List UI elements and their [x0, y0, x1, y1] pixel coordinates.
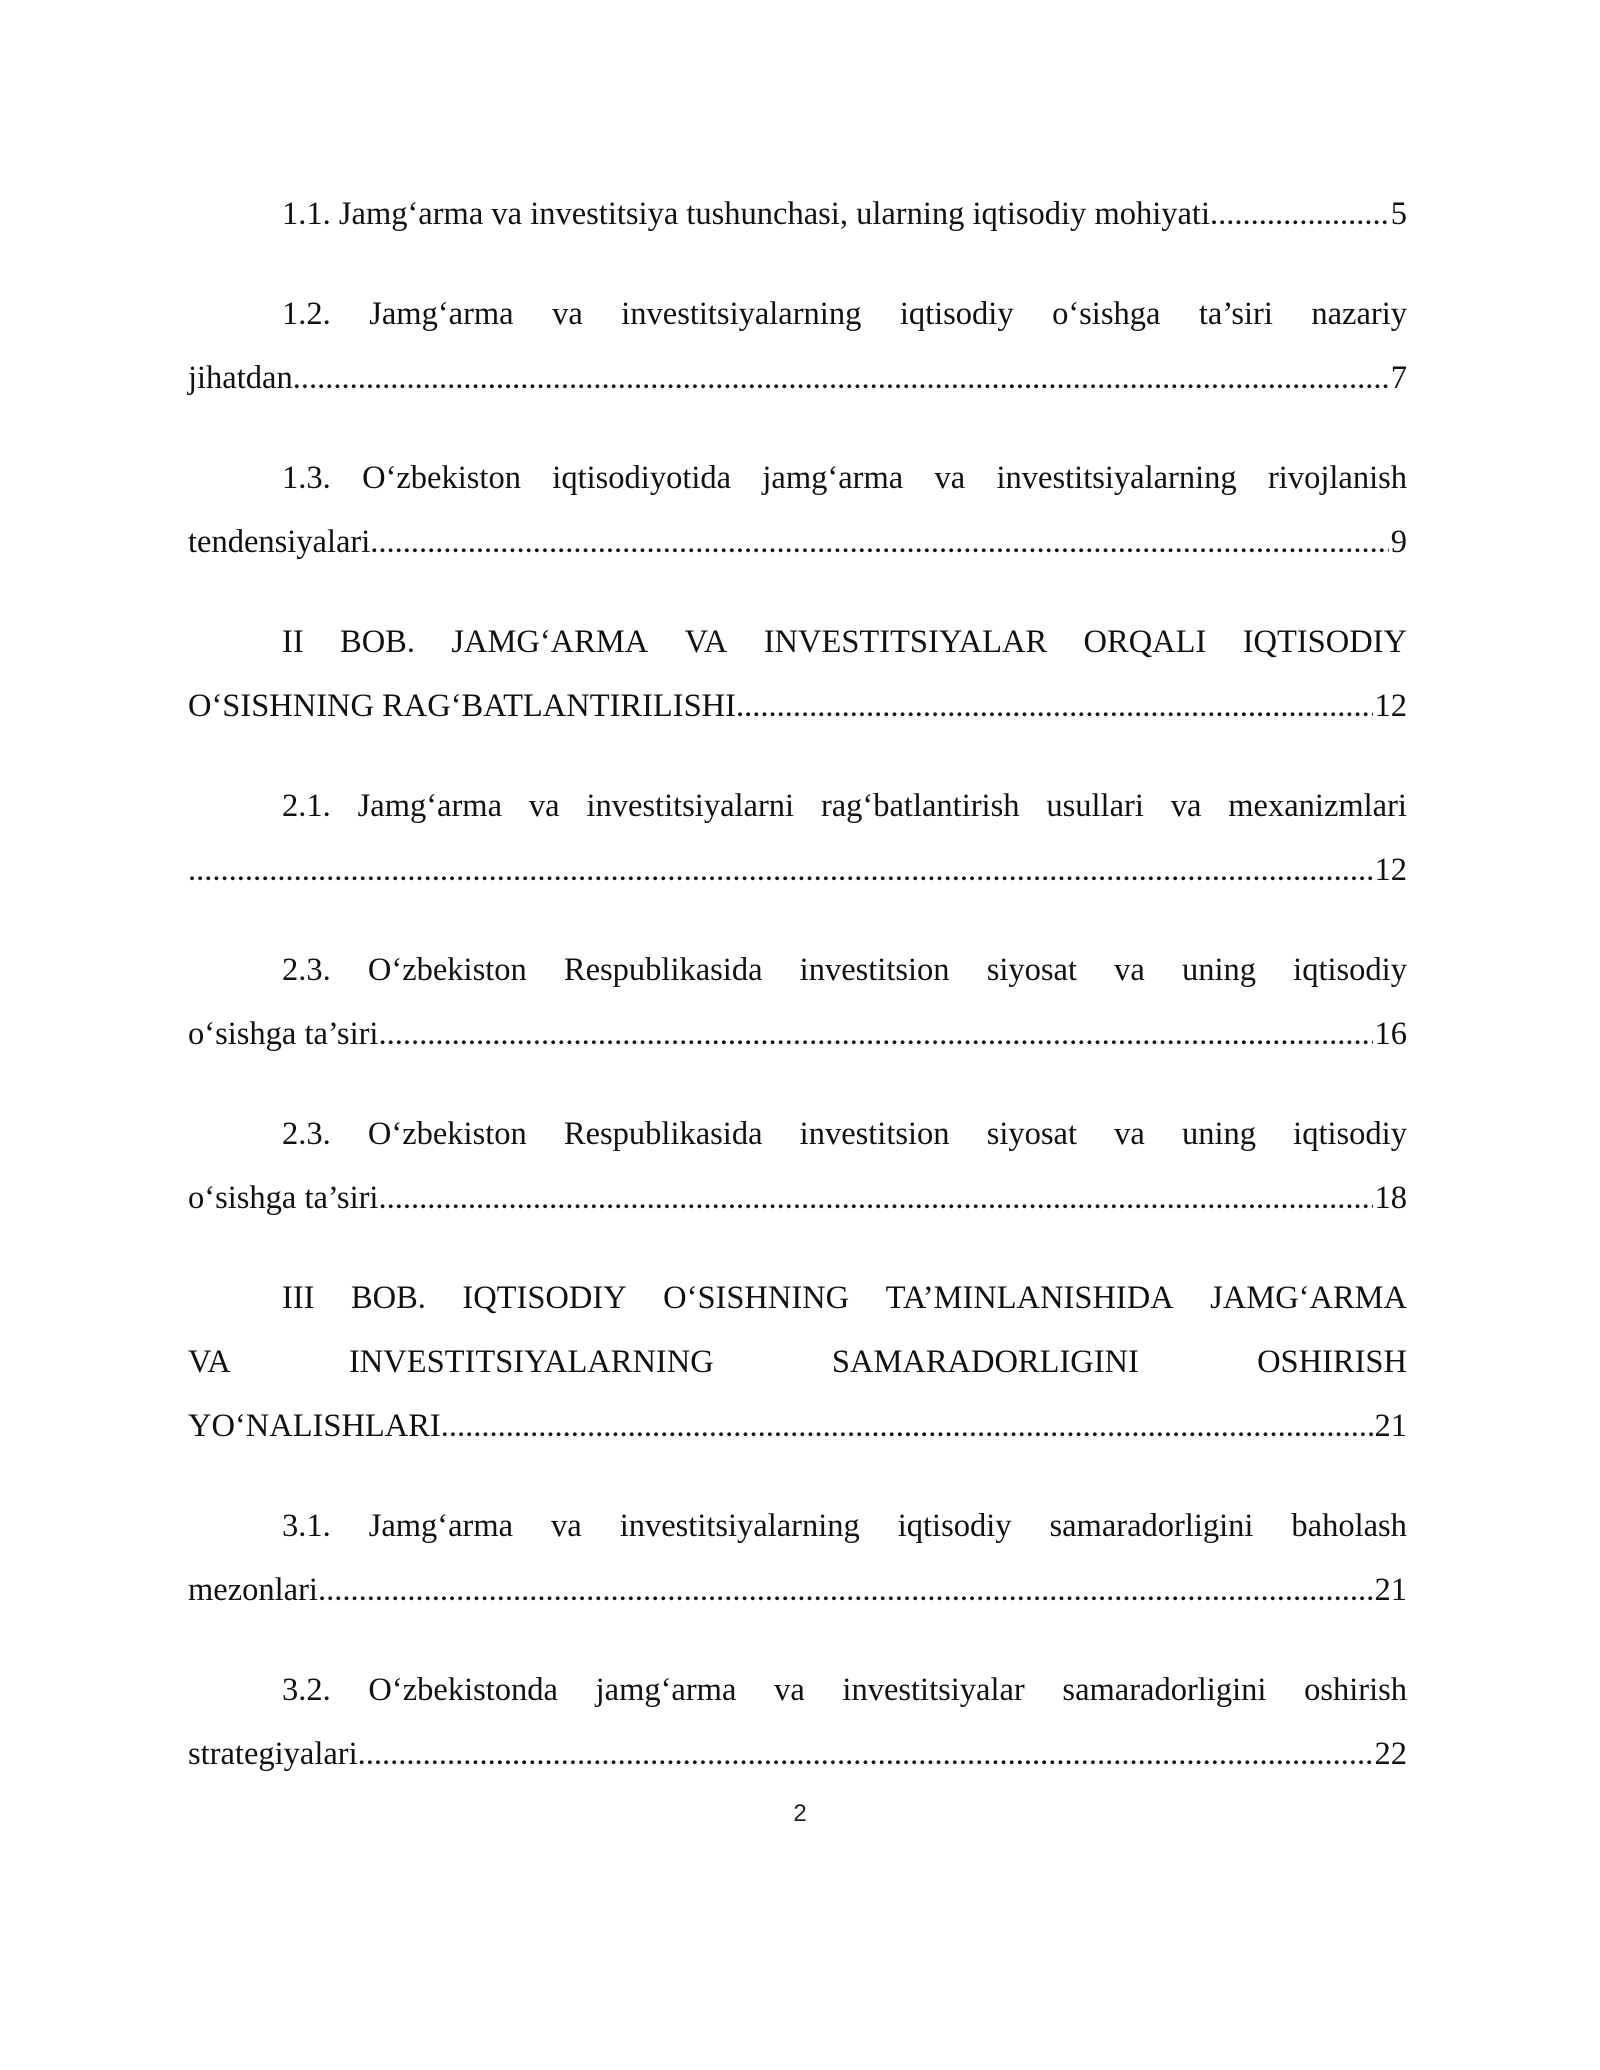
- toc-word: mexanizmlari: [1228, 788, 1407, 824]
- toc-word: JAMG‘ARMA: [1210, 1280, 1407, 1316]
- toc-chapter-2[interactable]: [188, 610, 1407, 738]
- toc-word: investitsiyalar: [842, 1672, 1025, 1708]
- toc-entry-title: tendensiyalari: [188, 524, 371, 560]
- toc-word: 1.2.: [282, 296, 331, 332]
- toc-line: [188, 1658, 1407, 1722]
- toc-entry-1-2[interactable]: [188, 282, 1407, 410]
- toc-word: Respublikasida: [563, 952, 763, 988]
- toc-line: [188, 774, 1407, 838]
- toc-word: iqtisodiy: [899, 296, 1014, 332]
- toc-word: Jamg‘arma: [357, 788, 503, 824]
- toc-word: siyosat: [986, 1116, 1077, 1152]
- toc-page-number: 21: [1374, 1408, 1407, 1444]
- toc-word: nazariy: [1311, 296, 1407, 332]
- toc-entry-title: 1.1. Jamg‘arma va investitsiya tushunchasi, ularning iqtisodiy mohiyati: [282, 196, 1210, 232]
- toc-line: [188, 1494, 1407, 1558]
- toc-word: O‘SISHNING: [663, 1280, 850, 1316]
- toc-dot-leader: [736, 674, 1373, 738]
- toc-line: [188, 510, 1407, 574]
- toc-word: jamg‘arma: [595, 1672, 737, 1708]
- toc-word: investitsion: [799, 952, 950, 988]
- toc-word: Jamg‘arma: [368, 1508, 514, 1544]
- toc-entry-title: jihatdan: [188, 360, 293, 396]
- toc-word: Jamg‘arma: [369, 296, 514, 332]
- toc-word: ORQALI: [1083, 624, 1207, 660]
- table-of-contents: [188, 182, 1407, 1822]
- toc-line: [188, 346, 1407, 410]
- toc-line: [188, 1266, 1407, 1330]
- toc-word: jamg‘arma: [762, 460, 904, 496]
- toc-word: VA: [684, 624, 728, 660]
- toc-entry-title: o‘sishga ta’siri: [188, 1180, 379, 1216]
- toc-word: 2.3.: [282, 952, 331, 988]
- toc-page-number: 9: [1390, 524, 1407, 560]
- toc-chapter-3[interactable]: [188, 1266, 1407, 1458]
- toc-word: VA: [188, 1344, 231, 1380]
- toc-word: III: [282, 1280, 315, 1316]
- toc-line: [188, 674, 1407, 738]
- toc-word: 3.1.: [282, 1508, 331, 1544]
- toc-page-number: 5: [1390, 196, 1407, 232]
- toc-word: 1.3.: [282, 460, 331, 496]
- toc-entry-2-3-b[interactable]: [188, 1102, 1407, 1230]
- toc-page-number: 18: [1374, 1180, 1407, 1216]
- toc-word: investitsiyalarning: [619, 1508, 860, 1544]
- toc-line: [188, 446, 1407, 510]
- toc-word: II: [282, 624, 304, 660]
- toc-entry-title: strategiyalari: [188, 1736, 358, 1772]
- toc-word: JAMG‘ARMA: [451, 624, 649, 660]
- toc-word: O‘zbekiston: [367, 952, 527, 988]
- toc-word: investitsion: [799, 1116, 950, 1152]
- toc-entry-title: YO‘NALISHLARI: [188, 1408, 441, 1444]
- toc-word: ta’siri: [1198, 296, 1273, 332]
- toc-line: [188, 1102, 1407, 1166]
- toc-word: va: [774, 1672, 805, 1708]
- toc-page-number: 12: [1374, 852, 1407, 888]
- toc-line: [188, 1394, 1407, 1458]
- toc-word: usullari: [1046, 788, 1144, 824]
- toc-entry-1-3[interactable]: [188, 446, 1407, 574]
- toc-page-number: 12: [1374, 688, 1407, 724]
- toc-line: [188, 1722, 1407, 1786]
- toc-word: iqtisodiy: [1293, 952, 1407, 988]
- toc-word: samaradorligini: [1062, 1672, 1267, 1708]
- toc-entry-title: mezonlari: [188, 1572, 318, 1608]
- toc-word: investitsiyalarning: [621, 296, 862, 332]
- toc-line: [188, 838, 1407, 902]
- toc-page-number: 21: [1374, 1572, 1407, 1608]
- toc-line: [188, 182, 1407, 246]
- toc-word: rivojlanish: [1267, 460, 1407, 496]
- toc-entry-2-1[interactable]: [188, 774, 1407, 902]
- toc-word: O‘zbekiston: [362, 460, 521, 496]
- toc-word: investitsiyalarni: [586, 788, 795, 824]
- toc-line: [188, 1002, 1407, 1066]
- page-number: 2: [793, 1800, 807, 1827]
- toc-word: 2.3.: [282, 1116, 331, 1152]
- toc-word: 2.1.: [282, 788, 331, 824]
- toc-word: siyosat: [986, 952, 1077, 988]
- toc-dot-leader: [293, 346, 1389, 410]
- toc-word: O‘zbekistonda: [368, 1672, 558, 1708]
- toc-word: O‘zbekiston: [367, 1116, 527, 1152]
- toc-word: baholash: [1291, 1508, 1407, 1544]
- toc-line: [188, 282, 1407, 346]
- toc-line: [188, 938, 1407, 1002]
- toc-line: [188, 1558, 1407, 1622]
- toc-entry-3-1[interactable]: [188, 1494, 1407, 1622]
- toc-word: iqtisodiy: [897, 1508, 1012, 1544]
- toc-line: [188, 1166, 1407, 1230]
- toc-page-number: 22: [1374, 1736, 1407, 1772]
- toc-line: [188, 610, 1407, 674]
- toc-word: iqtisodiyotida: [552, 460, 732, 496]
- toc-dot-leader: [378, 1002, 1372, 1066]
- toc-word: IQTISODIY: [1242, 624, 1407, 660]
- toc-word: uning: [1181, 1116, 1257, 1152]
- toc-word: va: [552, 296, 583, 332]
- toc-page-number: 7: [1390, 360, 1407, 396]
- toc-word: o‘sishga: [1052, 296, 1161, 332]
- toc-word: 3.2.: [282, 1672, 331, 1708]
- toc-entry-2-3-a[interactable]: [188, 938, 1407, 1066]
- toc-dot-leader: [441, 1394, 1373, 1458]
- toc-word: va: [1114, 952, 1145, 988]
- toc-entry-3-2[interactable]: [188, 1658, 1407, 1786]
- toc-entry-1-1[interactable]: [188, 182, 1407, 246]
- toc-word: SAMARADORLIGINI: [831, 1344, 1139, 1380]
- toc-word: investitsiyalarning: [996, 460, 1237, 496]
- toc-word: rag‘batlantirish: [820, 788, 1020, 824]
- toc-dot-leader: [318, 1558, 1373, 1622]
- toc-dot-leader: [378, 1166, 1372, 1230]
- toc-dot-leader: [188, 838, 1373, 902]
- toc-word: IQTISODIY: [462, 1280, 627, 1316]
- toc-word: iqtisodiy: [1293, 1116, 1407, 1152]
- toc-dot-leader: [370, 510, 1388, 574]
- toc-dot-leader: [358, 1722, 1373, 1786]
- toc-word: va: [1170, 788, 1202, 824]
- toc-word: Respublikasida: [563, 1116, 763, 1152]
- toc-word: va: [551, 1508, 582, 1544]
- toc-word: va: [1114, 1116, 1145, 1152]
- toc-word: OSHIRISH: [1257, 1344, 1407, 1380]
- toc-page-number: 16: [1374, 1016, 1407, 1052]
- toc-word: BOB.: [340, 624, 415, 660]
- toc-entry-title: o‘sishga ta’siri: [188, 1016, 379, 1052]
- toc-word: BOB.: [350, 1280, 426, 1316]
- toc-word: uning: [1181, 952, 1257, 988]
- toc-word: va: [934, 460, 966, 496]
- toc-entry-title: O‘SISHNING RAG‘BATLANTIRILISHI: [188, 688, 736, 724]
- toc-word: INVESTITSIYALAR: [763, 624, 1048, 660]
- toc-line: [188, 1330, 1407, 1394]
- toc-word: va: [528, 788, 560, 824]
- toc-word: samaradorligini: [1049, 1508, 1254, 1544]
- toc-word: oshirish: [1304, 1672, 1407, 1708]
- toc-word: INVESTITSIYALARNING: [348, 1344, 714, 1380]
- toc-dot-leader: [1210, 182, 1389, 246]
- toc-word: TA’MINLANISHIDA: [885, 1280, 1174, 1316]
